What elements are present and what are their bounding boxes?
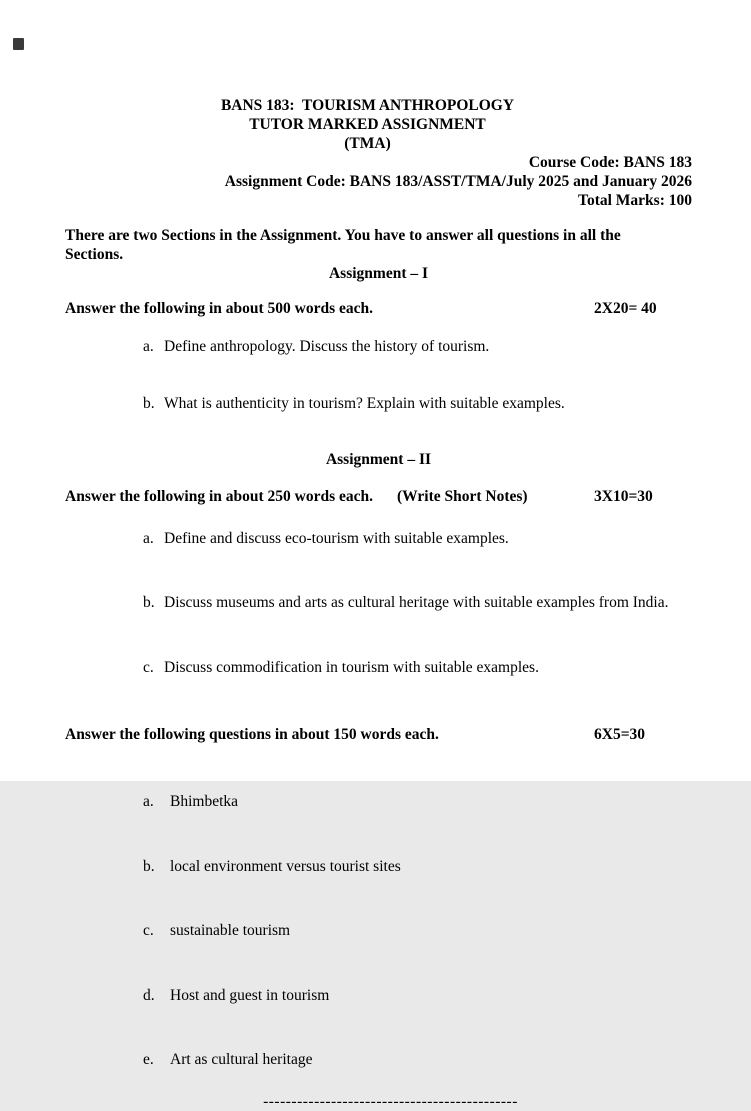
instruction-row-2 [65,487,692,506]
item-label: a. [143,529,154,547]
item-label: a. [143,793,154,810]
question-list-3 [65,770,692,1093]
assignment-type-title: TUTOR MARKED ASSIGNMENT [249,116,486,133]
item-label: c. [143,922,154,939]
intro-paragraph [65,227,692,264]
list-item [65,770,692,835]
item-label: b. [143,395,155,412]
question-list-2 [65,506,692,700]
marks-badge-3: 6X5=30 [594,725,646,743]
item-label: b. [143,857,155,875]
item-label: a. [143,338,154,355]
instruction-text-1: Answer the following in about 500 words each. [65,300,374,317]
title-block [54,96,681,153]
item-label: b. [143,594,155,611]
item-text: Discuss commodification in tourism with suitable examples. [164,658,539,676]
tma-abbreviation: (TMA) [344,135,391,152]
item-label: e. [143,1051,154,1068]
item-text: Host and guest in tourism [170,986,330,1004]
item-label: c. [143,658,154,676]
instruction-text-3: Answer the following questions in about 150 words each. [65,725,439,743]
marks-badge-1: 2X20= 40 [594,300,657,317]
item-text: Discuss museums and arts as cultural heritage with suitable examples from India. [164,594,669,611]
list-item [65,1028,692,1093]
list-item [65,899,692,964]
list-item [65,635,692,700]
item-text: sustainable tourism [170,922,291,939]
meta-block [65,153,692,210]
document-content [65,96,692,1111]
assignment-code: Assignment Code: BANS 183/ASST/TMA/July 2025 and January 2026 [224,173,692,190]
section-heading-assignment-2: Assignment – II [325,451,432,468]
section-heading-assignment-1: Assignment – I [328,265,429,282]
total-marks: Total Marks: 100 [578,192,692,209]
instruction-text-2: Answer the following in about 250 words each. [65,488,374,505]
item-text: What is authenticity in tourism? Explain with suitable examples. [164,395,565,412]
instruction-row-3 [65,725,692,744]
course-title: BANS 183: TOURISM ANTHROPOLOGY [220,97,515,114]
course-code: Course Code: BANS 183 [528,154,692,171]
list-item [65,506,692,571]
instruction-note-2: (Write Short Notes) [397,488,528,505]
scan-artifact-mark [13,38,24,50]
list-item [65,963,692,1028]
item-text: Define and discuss eco-tourism with suitable examples. [164,529,509,547]
list-item [65,834,692,899]
intro-line-2: Sections. [65,245,124,263]
item-text: Bhimbetka [170,793,239,810]
end-separator: --------------------------------------------- [263,1093,518,1110]
marks-badge-2: 3X10=30 [594,488,653,505]
list-item [65,375,692,432]
item-text: Art as cultural heritage [170,1051,313,1068]
list-item [65,571,692,636]
item-label: d. [143,986,155,1004]
item-text: Define anthropology. Discuss the history of tourism. [164,338,490,355]
question-list-1 [65,318,692,432]
intro-line-1: There are two Sections in the Assignment. You have to answer all questions in all the [65,227,621,244]
item-text: local environment versus tourist sites [170,857,401,875]
list-item [65,318,692,375]
instruction-row-1 [65,299,692,318]
